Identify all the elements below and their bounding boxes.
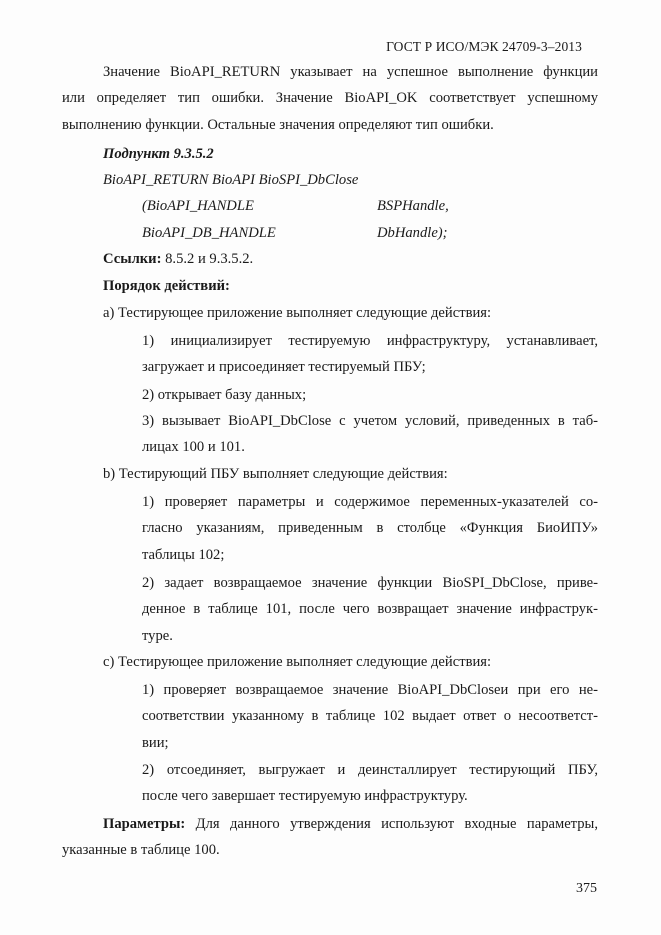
step-b: b) Тестирующий ПБУ выполняет следующие действия: <box>103 466 448 482</box>
step-a-3-line-1: 3) вызывает BioAPI_DbClose с учетом условий, приведенных в таб- <box>142 413 598 429</box>
step-a: а) Тестирующее приложение выполняет следующие действия: <box>103 305 492 321</box>
parameters-line-1 <box>62 811 598 837</box>
step-c-2-line-1: 2) отсоединяет, выгружает и деинсталлирует тестирующий ПБУ, <box>142 762 598 778</box>
param-1-name: BSPHandle, <box>377 198 449 214</box>
intro-line-2: или определяет тип ошибки. Значение BioAPI_OK соответствует успешному <box>62 90 598 107</box>
step-c-2-line-2: после чего завершает тестируемую инфраструктуру. <box>142 788 468 805</box>
parameters-line-2: указанные в таблице 100. <box>62 842 220 859</box>
step-a-2: 2) открывает базу данных; <box>142 387 307 403</box>
subclause-title: Подпункт 9.3.5.2 <box>103 146 214 162</box>
references-label: Ссылки: <box>103 251 162 267</box>
standard-header: ГОСТ Р ИСО/МЭК 24709-3–2013 <box>386 39 582 54</box>
references-text: 8.5.2 и 9.3.5.2. <box>161 251 254 267</box>
intro-line-3: выполнению функции. Остальные значения определяют тип ошибки. <box>62 116 494 133</box>
step-c: с) Тестирующее приложение выполняет следующие действия: <box>103 654 492 670</box>
step-a-1 <box>142 328 598 381</box>
step-c-2 <box>142 757 598 810</box>
step-c-1-line-3: вии; <box>142 734 169 751</box>
intro-paragraph <box>62 59 598 138</box>
step-a-3 <box>142 408 598 461</box>
step-b-2-line-1: 2) задает возвращаемое значение функции BioSPI_DbClose, приве- <box>142 575 598 591</box>
parameters-paragraph <box>62 811 598 864</box>
step-a-3-line-2: лицах 100 и 101. <box>142 439 245 456</box>
step-b-1-line-1: 1) проверяет параметры и содержимое переменных-указателей со- <box>142 494 598 510</box>
step-b-2-line-3: туре. <box>142 627 173 644</box>
parameters-label: Параметры: <box>103 816 186 832</box>
step-c-1 <box>142 677 598 756</box>
step-a-1-line-1: 1) инициализирует тестируемую инфраструктуру, устанавливает, <box>142 333 598 349</box>
step-b-1-line-2: гласно указаниям, приведенным в столбце «Функция БиоИПУ» <box>142 520 598 537</box>
step-b-2 <box>142 570 598 649</box>
function-signature: BioAPI_RETURN BioAPI BioSPI_DbClose <box>103 172 359 188</box>
param-2-name: DbHandle); <box>377 225 448 241</box>
step-b-1-line-3: таблицы 102; <box>142 546 225 563</box>
param-1-type: (BioAPI_HANDLE <box>142 198 254 214</box>
parameters-text: Для данного утверждения используют входные параметры, <box>185 816 598 832</box>
procedure-label: Порядок действий: <box>103 278 230 294</box>
step-a-1-line-2: загружает и присоединяет тестируемый ПБУ; <box>142 359 426 376</box>
step-b-1 <box>142 489 598 568</box>
step-c-1-line-1: 1) проверяет возвращаемое значение BioAPI_DbCloseи при его не- <box>142 682 598 698</box>
step-b-2-line-2: денное в таблице 101, после чего возвращает значение инфраструк- <box>142 601 598 618</box>
param-2-type: BioAPI_DB_HANDLE <box>142 225 276 241</box>
references-line <box>103 246 503 272</box>
intro-line-1: Значение BioAPI_RETURN указывает на успешное выполнение функции <box>103 64 598 80</box>
page-number: 375 <box>576 881 597 896</box>
step-c-1-line-2: соответствии указанному в таблице 102 выдает ответ о несоответст- <box>142 708 598 725</box>
